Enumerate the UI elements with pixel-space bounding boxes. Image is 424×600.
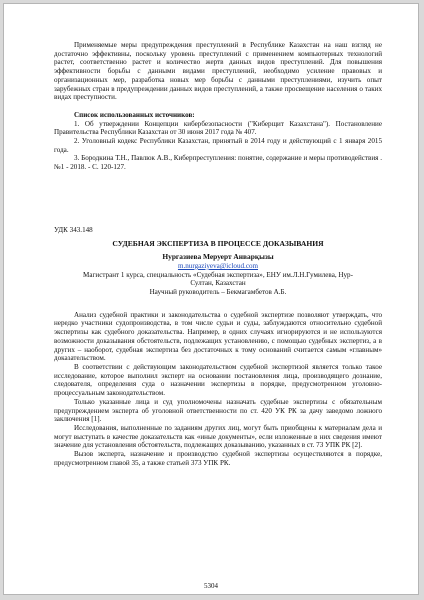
- body-paragraph: Только указанные лица и суд уполномочены назначать судебные экспертизы с обязательным предупреждением эксперта об уголовной ответственности по ст. 420 УК РК за дачу заведомо ложного заключения [1].: [54, 397, 382, 424]
- body-paragraph: Вызов эксперта, назначение и производство судебной экспертизы осуществляются в порядке, предусмотренном главой 35, а также статьей 373 УПК РК.: [54, 450, 382, 467]
- body-paragraph: Исследования, выполненные по заданиям других лиц, могут быть приобщены к материалам дела и могут выступать в качестве доказательств как «иные документы», если изложенные в них сведения имеют значение для установления обстоятельств, подлежащих доказыванию, указанных в ст. 73 УПК РК [2].: [54, 423, 382, 450]
- reference-item: 2. Уголовный кодекс Республики Казахстан, принятый в 2014 году и действующий с 1 января 2015 года.: [54, 137, 382, 154]
- page-body: [54, 41, 382, 467]
- reference-item: 1. Об утверждении Концепции кибербезопасности ("Киберщит Казахстана"). Постановление Правительства Республики Казахстан от 30 июня 2017 года № 407.: [54, 119, 382, 137]
- intro-paragraph: Применяемые меры предупреждения преступлений в Республике Казахстан на наш взгляд не достаточно эффективны, поскольку уровень преступлений с применением компьютерных технологий растет, соответственно растет и количество жертв данных видов преступлений. Для повышения эффективности борьбы с данными видами преступлений, необходимо усиление правовых и организационных мер, разработка новых мер борьбы с данными преступлениями, изучить опыт зарубежных стран в предупреждении данных видов преступлений, а также просвещение населения о таких видах преступности.: [54, 41, 382, 102]
- scientific-supervisor: Научный руководитель – Бекмагамбетов А.Б.: [149, 288, 287, 297]
- body-paragraph: В соответствии с действующим законодательством судебной экспертизой является только такое исследование, которое выполнил эксперт на основании постановления лица, производящего дознание, следователя, определения суда о назначении экспертизы в порядке, предусмотренном уголовно-процессуальным законодательством.: [54, 362, 382, 398]
- page-number: 5304: [204, 582, 218, 590]
- author-email-link[interactable]: m.nurgaziyeva@icloud.com: [177, 261, 259, 270]
- body-paragraph: Анализ судебной практики и законодательства о судебной экспертизе позволяют утверждать, что нередко участники судопроизводства, в том числе судьи и суды, заблуждаются относительно судебной экспертизы как судебного доказательства. Например, в одних случаях игнорируются и не используются возможности доказывания обстоятельств, подлежащих установлению, с помощью судебных экспертиз, а в других – наоборот, судебная экспертиза без достаточных к тому оснований считается самым «главным» доказательством.: [54, 310, 382, 363]
- author-name: Нургазиева Меруерт Анварқызы: [162, 252, 274, 262]
- references-heading: Список использованных источников:: [74, 110, 195, 119]
- author-affiliation: Магистрант 1 курса, специальность «Судебная экспертиза», ЕНУ им.Л.Н.Гумилева, Нур-Султан, Казахстан: [83, 270, 353, 288]
- document-page: [3, 3, 419, 595]
- udk-code: УДК 343.148: [54, 225, 93, 234]
- article-title: СУДЕБНАЯ ЭКСПЕРТИЗА В ПРОЦЕССЕ ДОКАЗЫВАНИЯ: [112, 238, 324, 248]
- reference-item: 3. Бородкина Т.Н., Павлюк А.В., Киберпреступления: понятие, содержание и меры противодействия . №1 - 2018. - С. 120-127.: [54, 154, 382, 172]
